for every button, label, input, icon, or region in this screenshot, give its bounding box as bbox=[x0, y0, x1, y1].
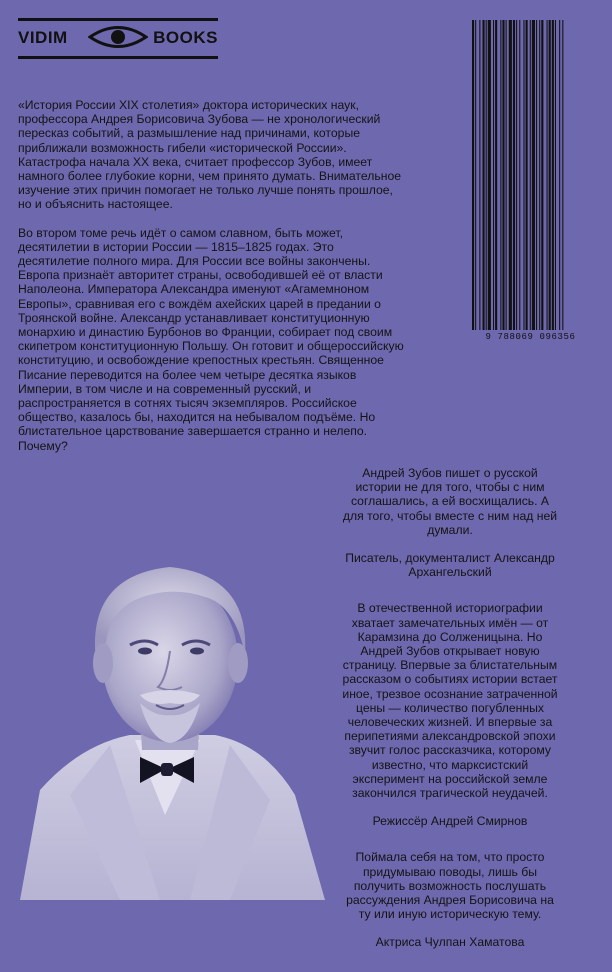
barcode-bar bbox=[539, 20, 540, 330]
barcode-bar bbox=[509, 20, 512, 330]
barcode-bar bbox=[562, 20, 563, 330]
description-paragraph-2: Во втором томе речь идёт о самом славном, быть может, десятилетии в истории России — 1815–1825 годах. Это десятилетие полного мира. Для России все войны закончены. Европа признаёт авторитет страны, освободившей её от власти Наполеона. Императора Александра именуют «Агамемноном Европы», сравнивая его с вождём ахейских царей в предании о Троянской войне. Александр устанавливает конституционную монархию и династию Бурбонов во Франции, собирает под своим скипетром конституционную Польшу. Он готовит и общероссийскую конституцию, и освобождение крепостных крестьян. Священное Писание переводится на более чем четыре десятка языков Империи, в том числе и на современный русский, и распространяется в сотнях тысяч экземпляров. Российское общество, казалось бы, находится на небывалом подъёме. Но блистательное царствование завершается странно и нелепо. Почему? bbox=[18, 225, 404, 453]
book-description bbox=[18, 98, 406, 467]
logo-word-left: VIDIM bbox=[18, 28, 68, 47]
logo-bottom-rule bbox=[18, 56, 218, 59]
barcode-bar bbox=[500, 20, 501, 330]
barcode-bar bbox=[530, 20, 531, 330]
eye-icon bbox=[88, 22, 148, 52]
quote-attribution: Актриса Чулпан Хаматова bbox=[375, 935, 525, 950]
quote-text: Поймала себя на том, что просто придумываю поводы, лишь бы получить возможность послушать рассуждения Андрея Борисовича на ту или иную историческую тему. bbox=[346, 850, 554, 922]
description-paragraph-1: «История России XIX столетия» доктора исторических наук, профессора Андрея Борисовича Зубова — не хронологический пересказ событий, а размышление над причинами, которые приближали возможность гибели «исторической России». Катастрофа начала XX века, считает профессор Зубов, имеет намного более глубокие корни, чем принято думать. Внимательное изучение этих причин помогает не только лучше понять прошлое, но и объяснить настоящее. bbox=[18, 98, 401, 212]
isbn-digits: 9 788069 096356 bbox=[485, 332, 576, 342]
barcode-bar bbox=[536, 20, 537, 330]
quote-text: Андрей Зубов пишет о русской истории не для того, чтобы с ним соглашались, а ей восхищались. А для того, чтобы вместе с ним над ней думали. bbox=[342, 466, 558, 537]
barcode-bar bbox=[493, 20, 494, 330]
barcode-bar bbox=[532, 20, 535, 330]
barcode-bar bbox=[479, 20, 480, 330]
author-photo bbox=[0, 545, 330, 900]
barcode-bar bbox=[513, 20, 515, 330]
quote-attribution: Режиссёр Андрей Смирнов bbox=[372, 814, 528, 829]
review-quotes bbox=[340, 466, 560, 972]
barcode-bar bbox=[475, 20, 476, 330]
barcode-bar bbox=[555, 20, 556, 330]
barcode-bar bbox=[541, 20, 543, 330]
barcode-bar bbox=[559, 20, 560, 330]
barcode-bar bbox=[502, 20, 504, 330]
barcode-bar bbox=[472, 20, 474, 330]
barcode-bar bbox=[486, 20, 487, 330]
barcode-bar bbox=[519, 20, 520, 330]
barcode-bar bbox=[523, 20, 524, 330]
barcode-bar bbox=[516, 20, 517, 330]
barcode-bar bbox=[552, 20, 554, 330]
barcode-bar bbox=[526, 20, 528, 330]
barcode-bar bbox=[483, 20, 485, 330]
barcode-bar bbox=[495, 20, 497, 330]
barcode-bar bbox=[549, 20, 551, 330]
quote-attribution: Писатель, документалист Александр Архангельский bbox=[345, 551, 555, 580]
logo-top-rule bbox=[18, 18, 218, 21]
publisher-logo bbox=[18, 18, 218, 60]
barcode-bar bbox=[547, 20, 548, 330]
quote-text: В отечественной историографии хватает замечательных имён — от Карамзина до Солженицына. Но Андрей Зубов открывает новую страницу. Впервые за блистательным рассказом о событиях истории встает иное, трезвое осознание затраченной цены — количество погубленных человеческих жизней. И впервые за перипетиями александровской эпохи звучит голос рассказчика, которому известно, что марксистский эксперимент на российской земле закончился трагической неудачей. bbox=[342, 601, 558, 801]
barcode-bar bbox=[506, 20, 507, 330]
logo-word-right: BOOKS bbox=[153, 28, 218, 47]
barcode-bar bbox=[488, 20, 491, 330]
barcode bbox=[470, 20, 590, 340]
